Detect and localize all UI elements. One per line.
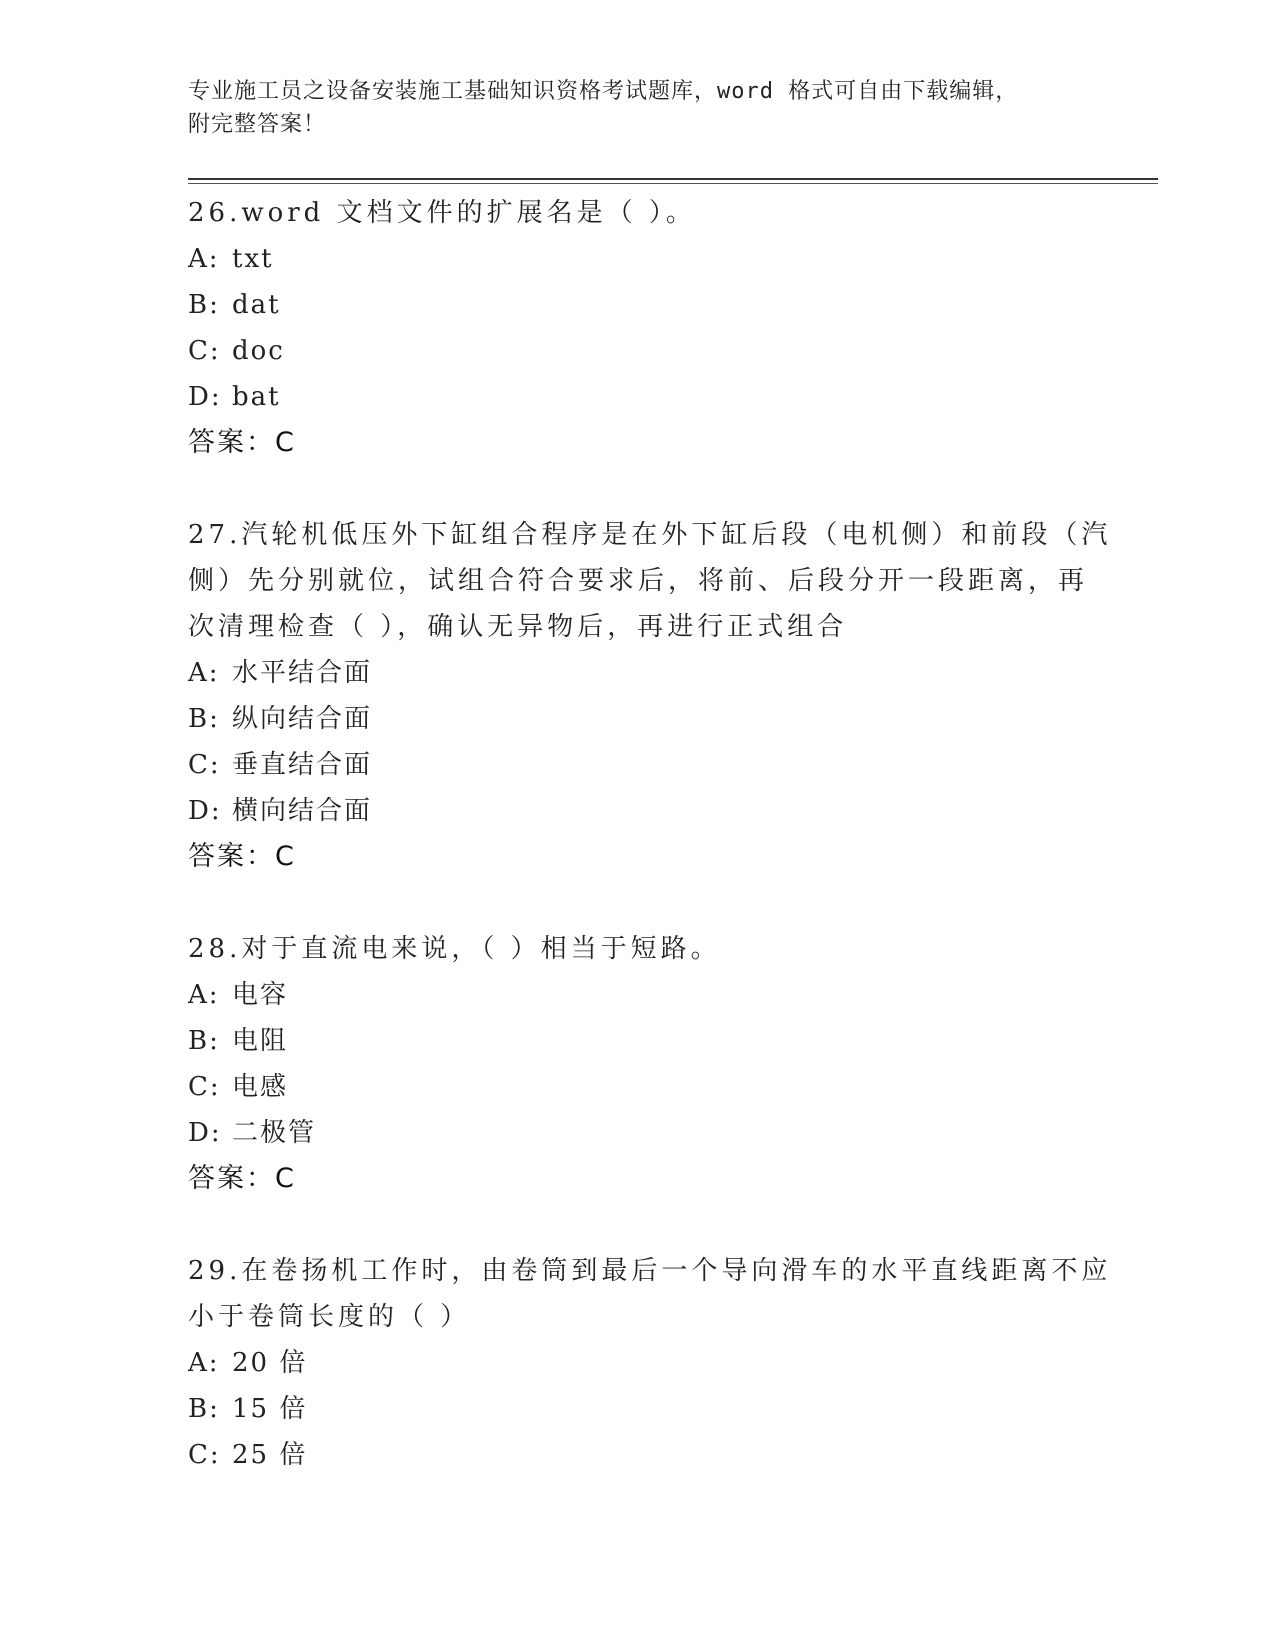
answer-option xyxy=(188,1110,1108,1156)
answer-option xyxy=(188,236,1108,282)
question-list xyxy=(188,190,1112,1478)
option-key: B: xyxy=(188,704,220,734)
header-divider-thick xyxy=(188,178,1158,180)
answer-option xyxy=(188,788,1108,834)
answer-option xyxy=(188,972,1108,1018)
answer-option xyxy=(188,282,1108,328)
answer-option xyxy=(188,696,1108,742)
header-line-2: 附完整答案！ xyxy=(188,112,327,137)
answer-option xyxy=(188,1432,1108,1478)
option-text: 电容 xyxy=(232,980,289,1010)
option-key: D: xyxy=(188,1118,222,1148)
question-stem-line: 29.在卷扬机工作时，由卷筒到最后一个导向滑车的水平直线距离不应 xyxy=(188,1256,1112,1286)
option-key: A: xyxy=(188,980,220,1010)
option-key: A: xyxy=(188,1348,220,1378)
answer-option xyxy=(188,1386,1108,1432)
answer-option xyxy=(188,1340,1108,1386)
option-key: D: xyxy=(188,796,222,826)
answer-option xyxy=(188,1064,1108,1110)
answer-option xyxy=(188,328,1108,374)
answer-option xyxy=(188,374,1108,420)
question-block xyxy=(188,926,1108,1248)
option-key: C: xyxy=(188,1072,221,1102)
option-text: bat xyxy=(232,382,281,412)
answer-option xyxy=(188,742,1108,788)
document-header xyxy=(188,75,1088,141)
option-key: A: xyxy=(188,658,220,688)
answer-option xyxy=(188,1018,1108,1064)
option-text: 垂直结合面 xyxy=(232,750,373,780)
question-stem-line: 侧）先分别就位，试组合符合要求后，将前、后段分开一段距离，再 xyxy=(188,566,1089,596)
option-key: B: xyxy=(188,1394,220,1424)
question-stem-line: 小于卷筒长度的（ ） xyxy=(188,1302,471,1332)
question-stem-line: 28.对于直流电来说，（ ）相当于短路。 xyxy=(188,934,721,964)
option-text: 横向结合面 xyxy=(232,796,373,826)
question-stem-line: 26.word 文档文件的扩展名是（ ）。 xyxy=(188,198,696,228)
question-block xyxy=(188,190,1108,512)
option-key: B: xyxy=(188,1026,220,1056)
header-divider-thin xyxy=(188,183,1158,184)
option-text: 20 倍 xyxy=(232,1348,308,1378)
option-text: dat xyxy=(232,290,281,320)
question-stem-line: 27.汽轮机低压外下缸组合程序是在外下缸后段（电机侧）和前段（汽 xyxy=(188,520,1112,550)
question-stem-line: 次清理检查（ ），确认无异物后，再进行正式组合 xyxy=(188,612,848,642)
answer-option xyxy=(188,650,1108,696)
option-text: txt xyxy=(232,244,274,274)
header-line-1: 专业施工员之设备安装施工基础知识资格考试题库，word 格式可自由下载编辑， xyxy=(188,79,1019,104)
option-key: C: xyxy=(188,1440,221,1470)
option-text: 15 倍 xyxy=(232,1394,308,1424)
question-spacer xyxy=(188,466,1108,512)
answer-line: 答案：C xyxy=(188,841,296,872)
question-block xyxy=(188,512,1112,926)
option-text: 电阻 xyxy=(232,1026,289,1056)
option-key: C: xyxy=(188,336,221,366)
option-key: C: xyxy=(188,750,221,780)
answer-line: 答案：C xyxy=(188,1163,296,1194)
question-block xyxy=(188,1248,1112,1478)
question-spacer xyxy=(188,880,1108,926)
option-key: B: xyxy=(188,290,220,320)
option-text: 二极管 xyxy=(232,1118,317,1148)
question-spacer xyxy=(188,1202,1108,1248)
option-text: 纵向结合面 xyxy=(232,704,373,734)
option-key: D: xyxy=(188,382,222,412)
option-text: doc xyxy=(232,336,285,366)
option-text: 电感 xyxy=(232,1072,289,1102)
option-text: 水平结合面 xyxy=(232,658,373,688)
answer-line: 答案：C xyxy=(188,427,296,458)
option-text: 25 倍 xyxy=(232,1440,308,1470)
option-key: A: xyxy=(188,244,220,274)
